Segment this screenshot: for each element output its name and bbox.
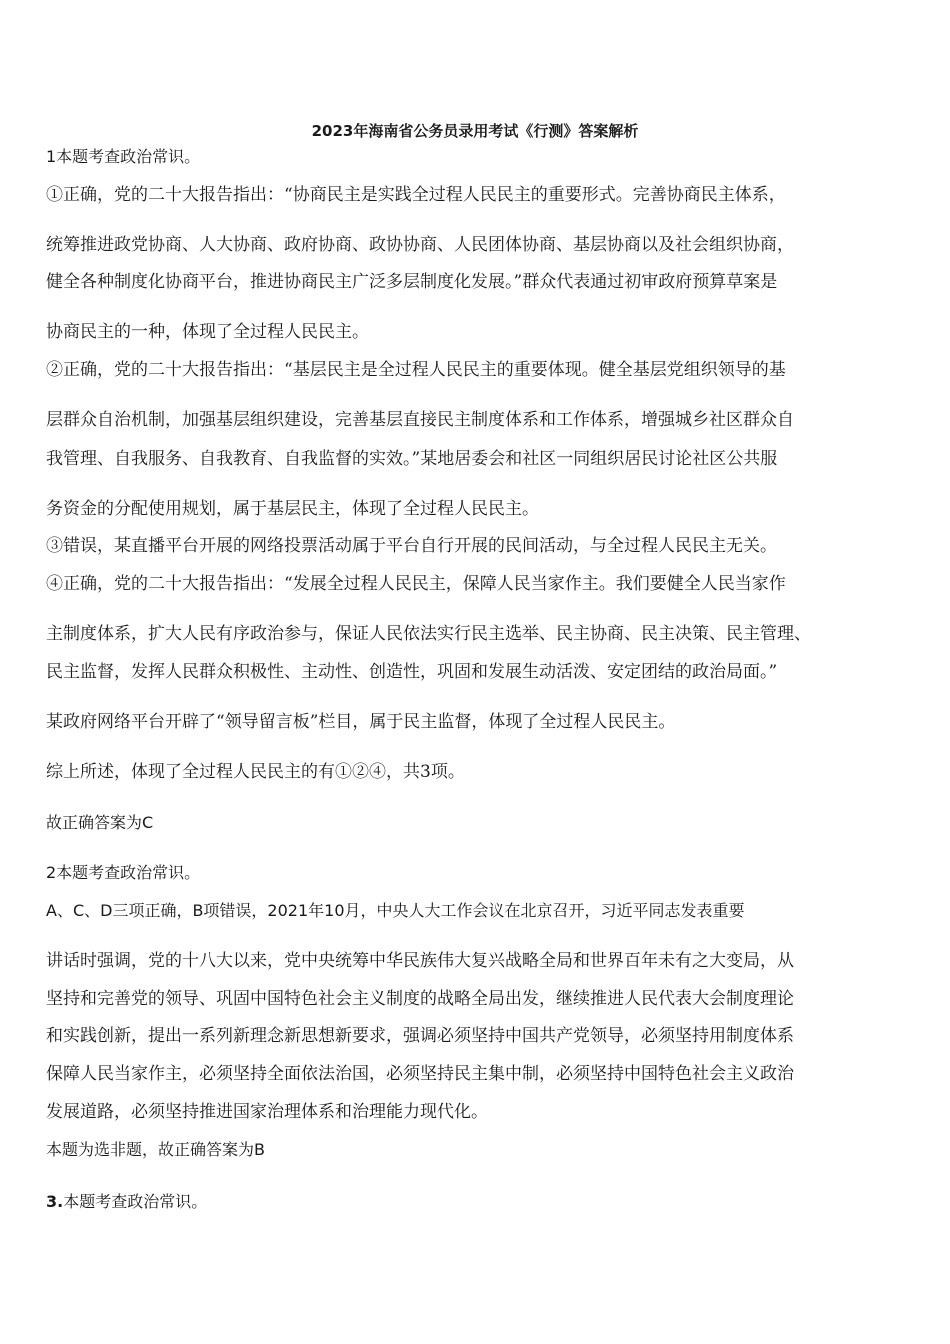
q2-line: 保障人民当家作主，必须坚持全面依法治国，必须坚持民主集中制，必须坚持中国特色社会主义政治 [46,1064,794,1084]
q3-heading [46,1194,207,1210]
q1-line: 协商民主的一种，体现了全过程人民民主。 [46,322,369,342]
q1-line: 主制度体系，扩大人民有序政治参与，保证人民依法实行民主选举、民主协商、民主决策、民主管理、 [46,624,811,644]
q1-heading: 1本题考查政治常识。 [46,147,201,166]
q1-line: 我管理、自我服务、自我教育、自我监督的实效。”某地居委会和社区一同组织居民讨论社区公共服 [46,449,778,469]
q1-line: ④正确，党的二十大报告指出：“发展全过程人民民主，保障人民当家作主。我们要健全人民当家作 [46,574,786,594]
q1-line: 统筹推进政党协商、人大协商、政府协商、政协协商、人民团体协商、基层协商以及社会组织协商， [46,235,794,255]
q1-line: 民主监督，发挥人民群众积极性、主动性、创造性，巩固和发展生动活泼、安定团结的政治局面。” [46,662,778,682]
document-title: 2023年海南省公务员录用考试《行测》答案解析 [311,122,639,140]
q2-line: A、C、D三项正确，B项错误，2021年10月，中央人大工作会议在北京召开，习近平同志发表重要 [46,901,745,920]
q1-line: 某政府网络平台开辟了“领导留言板”栏目，属于民主监督，体现了全过程人民民主。 [46,712,676,732]
q3-number: 3. [46,1192,64,1211]
q2-line: 讲话时强调，党的十八大以来，党中央统筹中华民族伟大复兴战略全局和世界百年未有之大变局，从 [46,951,794,971]
q1-line: 层群众自治机制，加强基层组织建设，完善基层直接民主制度体系和工作体系，增强城乡社区群众自 [46,410,794,430]
q1-line: ③错误，某直播平台开展的网络投票活动属于平台自行开展的民间活动，与全过程人民民主无关。 [46,536,777,556]
q1-line: ①正确，党的二十大报告指出：“协商民主是实践全过程人民民主的重要形式。完善协商民主体系， [46,185,786,205]
q1-answer: 故正确答案为C [46,813,154,832]
q2-line: 发展道路，必须坚持推进国家治理体系和治理能力现代化。 [46,1102,488,1122]
q2-answer: 本题为选非题，故正确答案为B [46,1140,265,1159]
q2-line: 坚持和完善党的领导、巩固中国特色社会主义制度的战略全局出发，继续推进人民代表大会制度理论 [46,989,794,1009]
q1-line: ②正确，党的二十大报告指出：“基层民主是全过程人民民主的重要体现。健全基层党组织领导的基 [46,360,786,380]
q1-line: 务资金的分配使用规划，属于基层民主，体现了全过程人民民主。 [46,499,539,519]
q2-heading: 2本题考查政治常识。 [46,863,201,882]
q1-line: 健全各种制度化协商平台，推进协商民主广泛多层制度化发展。”群众代表通过初审政府预算草案是 [46,272,778,292]
q1-summary: 综上所述，体现了全过程人民民主的有①②④，共3项。 [46,762,465,782]
q3-heading-text: 本题考查政治常识。 [63,1192,208,1211]
q2-line: 和实践创新，提出一系列新理念新思想新要求，强调必须坚持中国共产党领导，必须坚持用制度体系 [46,1026,794,1046]
